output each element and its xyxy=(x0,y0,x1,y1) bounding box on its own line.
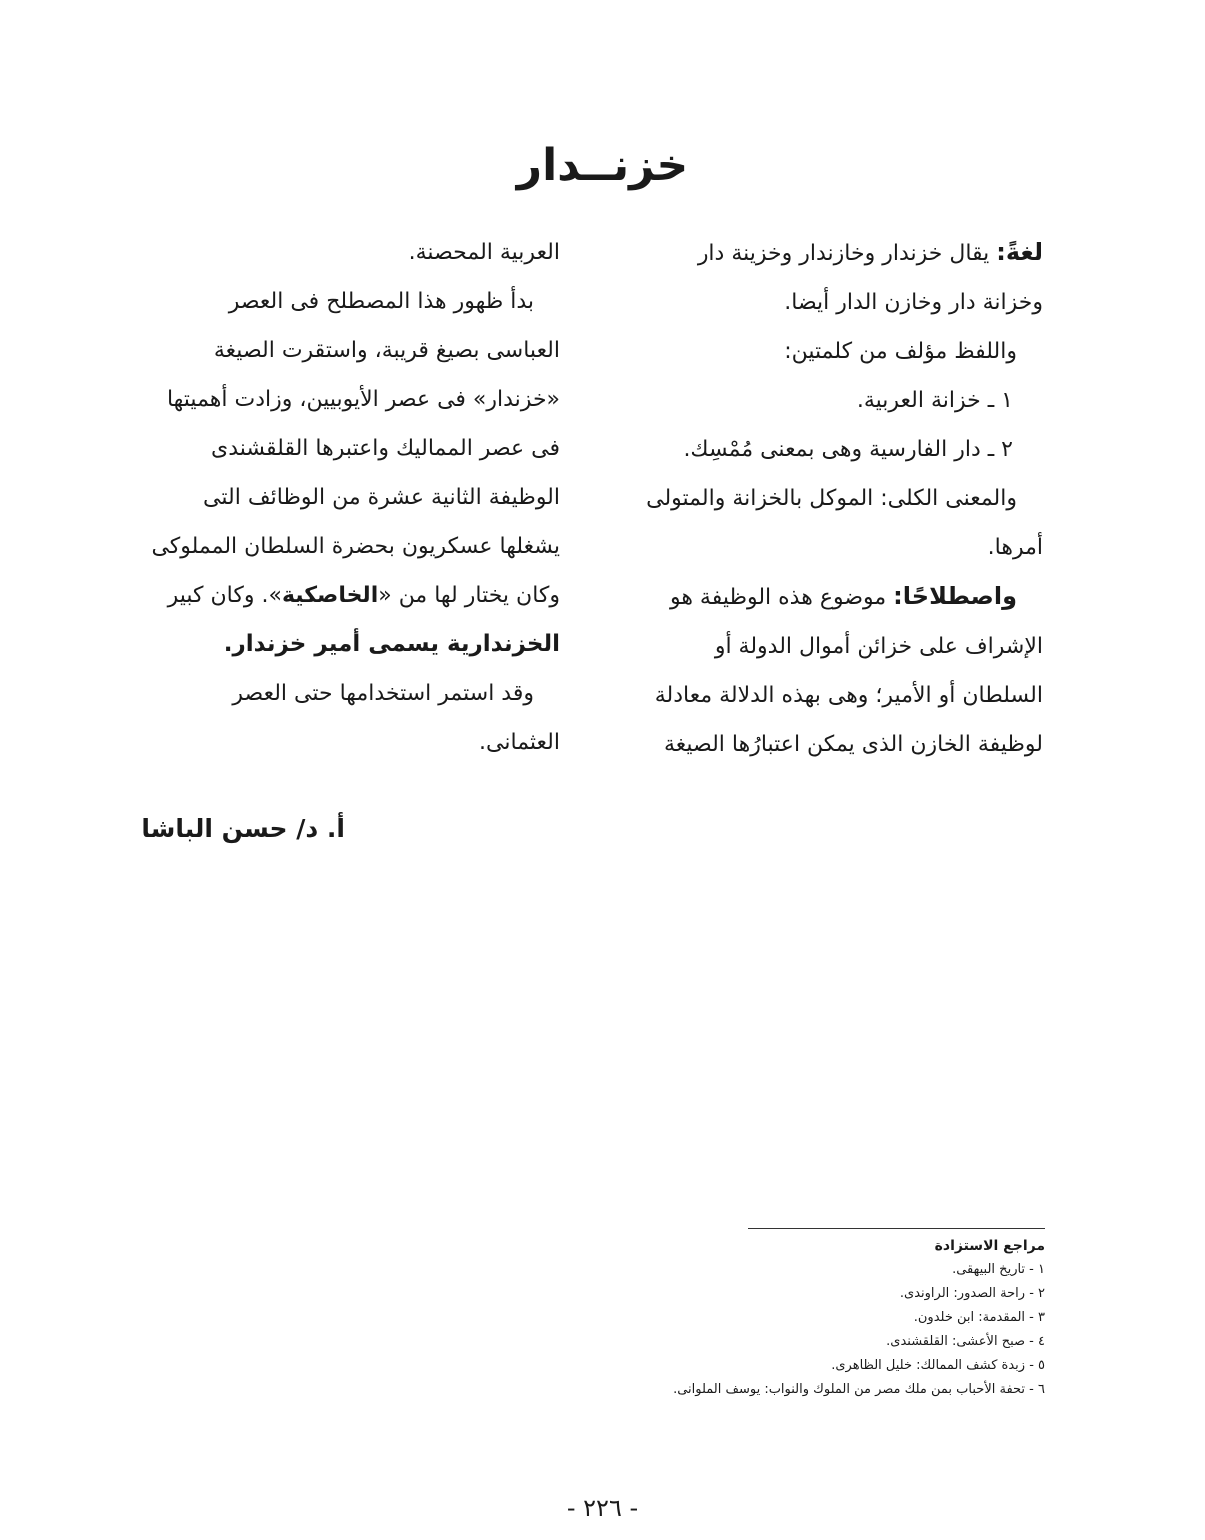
paragraph-line: لوظيفة الخازن الذى يمكن اعتبارُها الصيغة xyxy=(663,732,1043,757)
section-label-terminological: واصطلاحًا: xyxy=(893,582,1017,610)
paragraph-line: يشغلها عسكريون بحضرة السلطان المملوكى xyxy=(151,534,560,559)
article-title: خزنــدار xyxy=(516,140,689,191)
reference-item: ٢ - راحة الصدور: الراوندى. xyxy=(899,1286,1045,1301)
paragraph-line: أمرها. xyxy=(987,535,1043,560)
left-column xyxy=(128,228,560,767)
footnote-divider xyxy=(748,1228,1045,1229)
list-item: ١ ـ خزانة العربية. xyxy=(856,388,1013,413)
paragraph-line: واللفظ مؤلف من كلمتين: xyxy=(784,339,1017,364)
references-title: مراجع الاستزادة xyxy=(934,1238,1045,1254)
paragraph-line: العثمانى. xyxy=(479,730,560,755)
paragraph-line xyxy=(608,228,1043,278)
paragraph-text: موضوع هذه الوظيفة هو xyxy=(669,585,894,610)
paragraph-line xyxy=(608,572,1043,622)
reference-item: ٦ - تحفة الأحباب بمن ملك مصر من الملوك والنواب: يوسف الملوانى. xyxy=(673,1382,1045,1397)
references-section xyxy=(585,1234,1045,1402)
page-number: - ٢٢٦ - xyxy=(566,1494,639,1522)
bold-term: الخاصكية xyxy=(281,583,379,608)
paragraph-line: وقد استمر استخدامها حتى العصر xyxy=(232,681,534,706)
paragraph-line: الوظيفة الثانية عشرة من الوظائف التى xyxy=(203,485,560,510)
section-label-linguistic: لغةً: xyxy=(996,238,1043,266)
list-item: ٢ ـ دار الفارسية وهى بمعنى مُمْسِك. xyxy=(683,437,1013,462)
paragraph-line: العباسى بصيغ قريبة، واستقرت الصيغة xyxy=(213,338,560,363)
paragraph-text: يقال خزندار وخازندار وخزينة دار xyxy=(697,241,997,266)
paragraph-line: السلطان أو الأمير؛ وهى بهذه الدلالة معادلة xyxy=(654,683,1043,708)
paragraph-line xyxy=(128,571,560,620)
reference-item: ١ - تاريخ البيهقى. xyxy=(952,1262,1045,1277)
paragraph-line: الإشراف على خزائن أموال الدولة أو xyxy=(714,634,1043,659)
references-list xyxy=(585,1258,1045,1402)
paragraph-text: وكان يختار لها من « xyxy=(378,583,560,608)
paragraph-text: ». وكان كبير xyxy=(167,583,282,608)
right-column xyxy=(608,228,1043,769)
paragraph-line: «خزندار» فى عصر الأيوبيين، وزادت أهميتها xyxy=(166,387,560,412)
paragraph-line: وخزانة دار وخازن الدار أيضا. xyxy=(784,290,1043,315)
paragraph-line: والمعنى الكلى: الموكل بالخزانة والمتولى xyxy=(646,486,1017,511)
paragraph-line: فى عصر المماليك واعتبرها القلقشندى xyxy=(211,436,560,461)
author-signature: أ. د/ حسن الباشا xyxy=(141,814,345,843)
reference-item: ٣ - المقدمة: ابن خلدون. xyxy=(913,1310,1045,1325)
paragraph-line: العربية المحصنة. xyxy=(408,240,560,265)
reference-item: ٤ - صبح الأعشى: القلقشندى. xyxy=(886,1334,1045,1349)
paragraph-line: بدأ ظهور هذا المصطلح فى العصر xyxy=(228,289,534,314)
reference-item: ٥ - زبدة كشف الممالك: خليل الظاهرى. xyxy=(831,1358,1045,1373)
paragraph-line-bold: الخزندارية يسمى أمير خزندار. xyxy=(223,631,560,657)
